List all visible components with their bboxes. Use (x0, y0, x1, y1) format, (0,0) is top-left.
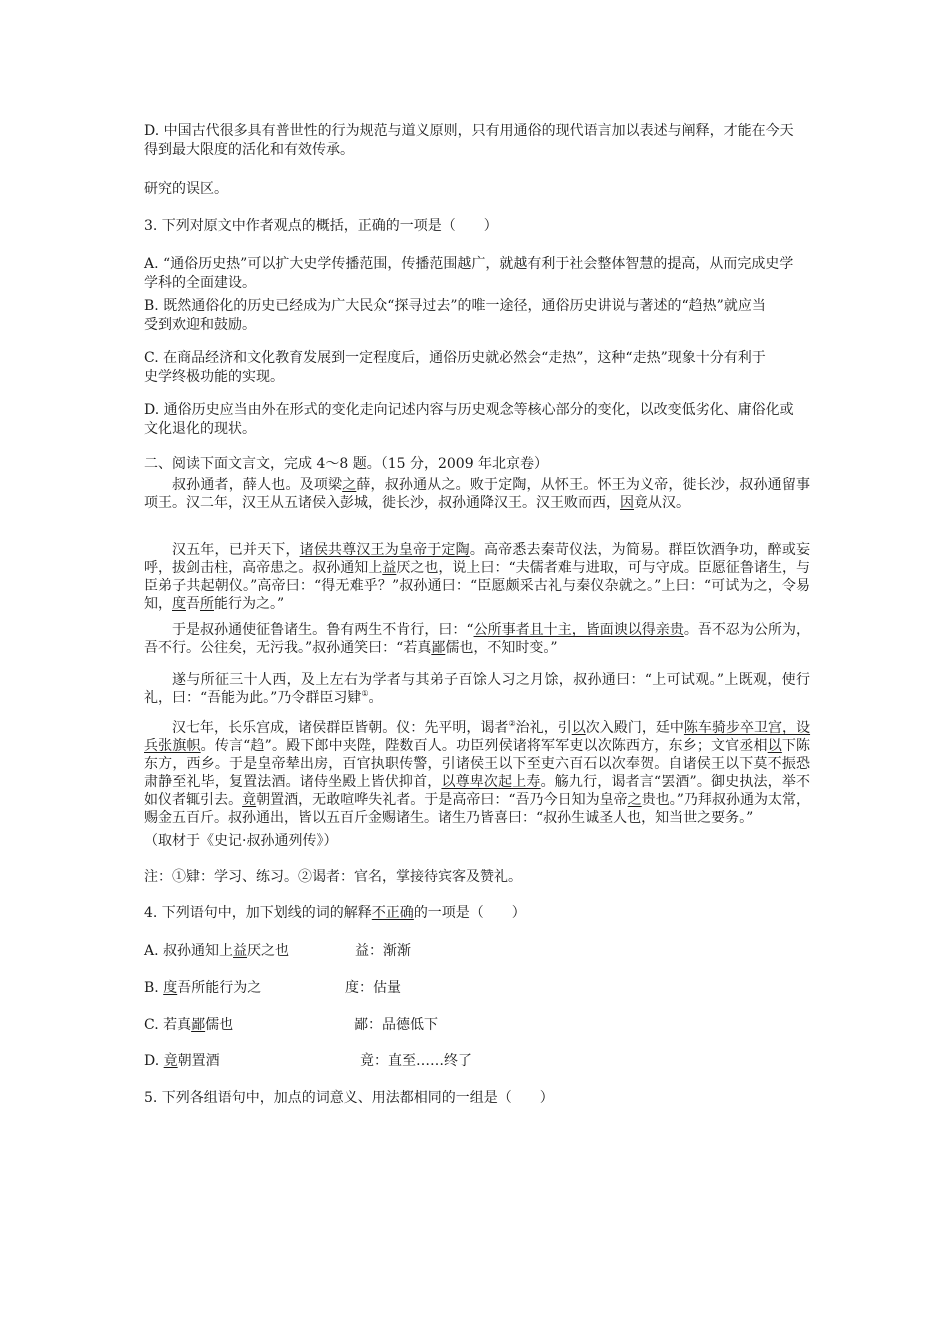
underlined-word: 之 (627, 792, 642, 808)
underlined-word: 因 (620, 495, 634, 511)
q3-option-c-line1: C. 在商品经济和文化教育发展到一定程度后，通俗历史就必然会“走热”，这种“走热”现象十分有利于 (144, 350, 766, 366)
section2-heading: 二、阅读下面文言文，完成 4～8 题。（15 分，2009 年北京卷） (144, 456, 549, 472)
underlined-phrase: 公所事者且十主，皆面谀以得亲贵 (473, 622, 684, 638)
q3-option-b-line1: B. 既然通俗化的历史已经成为广大民众“探寻过去”的唯一途径，通俗历史讲说与著述的“趋热”就应当 (144, 298, 766, 314)
q4-option-d-gloss: 竟：直至……终了 (360, 1053, 472, 1069)
q3-stem: 3. 下列对原文中作者观点的概括，正确的一项是（ ） (144, 218, 498, 234)
footnote-marker: ② (508, 719, 516, 728)
underlined-word: 之 (342, 477, 357, 493)
q3-option-d-line1: D. 通俗历史应当由外在形式的变化走向记述内容与历史观念等核心部分的变化，以改变低劣化、庸俗化或 (144, 402, 794, 418)
q3-option-b-line2: 受到欢迎和鼓励。 (144, 317, 256, 333)
passage-paragraph-5: 汉七年，长乐宫成，诸侯群臣皆朝。仪：先平明，谒者②治礼，引以次入殿门，廷中陈车骑步卒卫宫，设兵张旗帜。传言“趋”。殿下郎中夹陛，陛数百人。功臣列侯诸将军军吏以次陈西方，东乡；文官丞相以下陈东方，西乡。于是皇帝辇出房，百官执职传警，引诸侯王以下至吏六百石以次奉贺。自诸侯王以下莫不振恐肃静至礼毕，复置法酒。诸侍坐殿上皆伏抑首，以尊卑次起上寿。觞九行，谒者言“罢酒”。御史执法，举不如仪者辄引去。竟朝置酒，无敢喧哗失礼者。于是高帝曰：“吾乃今日知为皇帝之贵也。”乃拜叔孙通为太常，赐金五百斤。叔孙通出，皆以五百斤金赐诸生。诸生乃皆喜曰：“叔孙生诚圣人也，知当世之要务。” (144, 719, 811, 826)
q3-option-d-line2: 文化退化的现状。 (144, 421, 256, 437)
q4-option-c: C. 若真鄙儒也 (144, 1017, 234, 1033)
q4-option-c-gloss: 鄙：品德低下 (354, 1017, 438, 1033)
footnotes: 注：①肄：学习、练习。②谒者：官名，掌接待宾客及赞礼。 (144, 869, 522, 885)
underlined-word: 以 (767, 738, 782, 754)
fragment-text: 研究的误区。 (144, 181, 228, 197)
passage-paragraph-4: 遂与所征三十人西，及上左右为学者与其弟子百馀人习之月馀，叔孙通曰：“上可试观。”上既观，使行礼，曰：“吾能为此。”乃令群臣习肄①。 (144, 672, 810, 706)
underlined-word: 所 (200, 596, 214, 612)
q5-stem: 5. 下列各组语句中，加点的词意义、用法都相同的一组是（ ） (144, 1090, 554, 1106)
underlined-word: 不正确 (371, 905, 414, 921)
underlined-word: 益 (382, 560, 397, 576)
underlined-phrase: 以尊卑次起上寿 (441, 774, 541, 790)
q3-option-a-line2: 学科的全面建设。 (144, 275, 256, 291)
q3-option-a-line1: A. “通俗历史热”可以扩大史学传播范围，传播范围越广，就越有利于社会整体智慧的提高，从而完成史学 (144, 256, 794, 272)
q4-option-b-gloss: 度：估量 (345, 980, 401, 996)
q4-option-a-gloss: 益：渐渐 (355, 943, 411, 959)
underlined-phrase: 诸侯共尊汉王为皇帝于定陶 (299, 542, 470, 558)
q4-option-a: A. 叔孙通知上益厌之也 (144, 943, 290, 959)
q2-option-d-line2: 得到最大限度的活化和有效传承。 (144, 142, 354, 158)
source-citation: （取材于《史记·叔孙通列传》） (144, 833, 338, 849)
passage-paragraph-2: 汉五年，已并天下，诸侯共尊汉王为皇帝于定陶。高帝悉去秦苛仪法，为简易。群臣饮酒争功，醉或妄呼，拔剑击柱，高帝患之。叔孙通知上益厌之也，说上曰：“夫儒者难与进取，可与守成。臣愿征鲁诸生，与臣弟子共起朝仪。”高帝曰：“得无难乎？”叔孙通曰：“臣愿颇采古礼与秦仪杂就之。”上曰：“可试为之，令易知，度吾所能行为之。” (144, 542, 811, 612)
q4-option-b: B. 度吾所能行为之 (144, 980, 262, 996)
underlined-word: 以 (571, 720, 586, 736)
passage-paragraph-3: 于是叔孙通使征鲁诸生。鲁有两生不肯行，曰：“公所事者且十主，皆面谀以得亲贵。吾不忍为公所为，吾不行。公往矣，无污我。”叔孙通笑曰：“若真鄙儒也，不知时变。” (144, 622, 811, 656)
underlined-word: 度 (172, 596, 186, 612)
underlined-word: 竟 (242, 792, 257, 808)
q3-option-c-line2: 史学终极功能的实现。 (144, 369, 284, 385)
q2-option-d-line1: D. 中国古代很多具有普世性的行为规范与道义原则，只有用通俗的现代语言加以表述与阐释，才能在今天 (144, 123, 794, 139)
q4-option-d: D. 竟朝置酒 (144, 1053, 220, 1069)
underlined-phrase: 陈车骑步卒卫宫，设兵张旗帜 (144, 720, 811, 754)
footnote-marker: ① (361, 689, 369, 698)
underlined-word: 鄙 (431, 640, 446, 656)
q4-stem: 4. 下列语句中，加下划线的词的解释不正确的一项是（ ） (144, 905, 526, 921)
passage-paragraph-1: 叔孙通者，薛人也。及项梁之薛，叔孙通从之。败于定陶，从怀王。怀王为义帝，徙长沙，叔孙通留事项王。汉二年，汉王从五诸侯入彭城，徙长沙，叔孙通降汉王。汉王败而西，因竟从汉。 (144, 477, 811, 511)
